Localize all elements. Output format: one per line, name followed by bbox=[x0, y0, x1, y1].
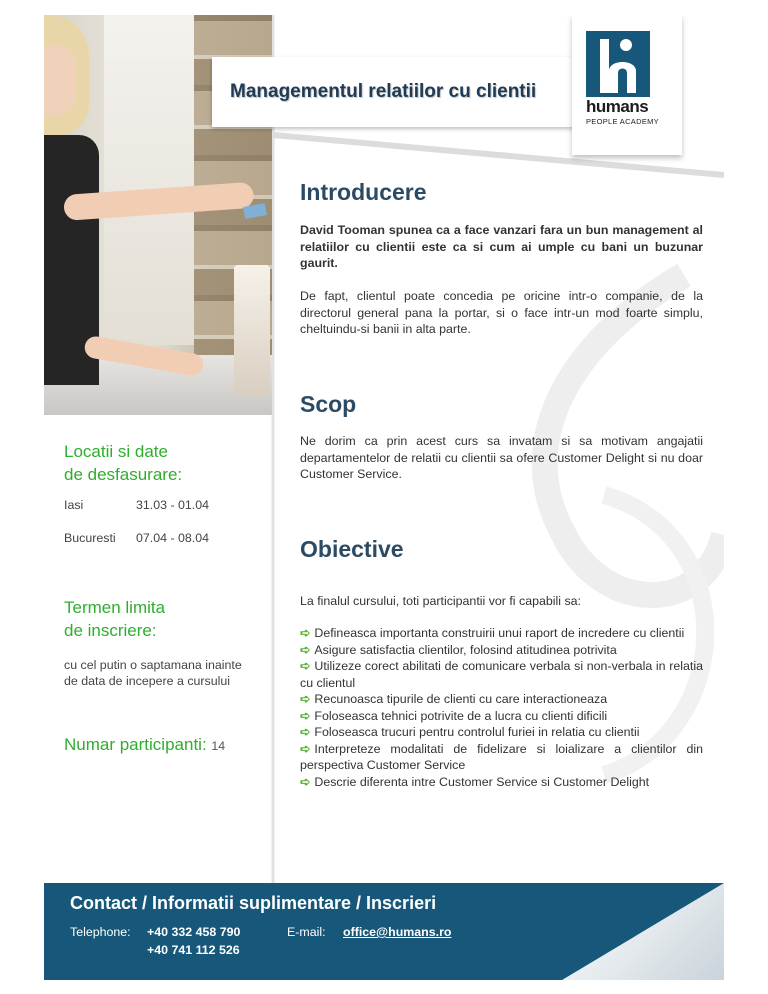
location-dates: 07.04 - 08.04 bbox=[136, 531, 210, 545]
list-item: ➪ Foloseasca tehnici potrivite de a lucra cu clienti dificili bbox=[300, 708, 608, 723]
course-flyer bbox=[44, 15, 724, 980]
arrow-icon: ➪ bbox=[300, 659, 311, 673]
objectives-heading: Obiective bbox=[300, 536, 404, 562]
list-item: ➪ Recunoasca tipurile de clienti cu care interactioneaza bbox=[300, 692, 608, 706]
arrow-icon: ➪ bbox=[300, 725, 311, 739]
list-item: ➪ Interpreteze modalitati de fidelizare si loializare a clientilor din perspectiva Customer Service bbox=[300, 741, 703, 772]
arrow-icon: ➪ bbox=[300, 692, 311, 706]
logo-subtitle: PEOPLE ACADEMY bbox=[586, 117, 659, 126]
deadline-heading: Termen limita de inscriere: bbox=[64, 598, 166, 640]
list-item: ➪ Descrie diferenta intre Customer Service si Customer Delight bbox=[300, 774, 650, 789]
phone-number-1[interactable]: +40 332 458 790 bbox=[147, 925, 241, 939]
phone-label: Telephone: bbox=[70, 925, 131, 939]
footer-decoration bbox=[544, 883, 724, 980]
email-label: E-mail: bbox=[287, 925, 326, 939]
list-item: ➪ Utilizeze corect abilitati de comunicare verbala si non-verbala in relatia cu clientul bbox=[300, 659, 703, 690]
logo-wordmark: humans bbox=[586, 97, 649, 116]
participants-label: Numar participanti: bbox=[64, 735, 207, 754]
objectives-list bbox=[300, 625, 703, 790]
intro-heading: Introducere bbox=[300, 179, 427, 205]
list-item: ➪ Defineasca importanta construirii unui raport de incredere cu clientii bbox=[300, 626, 685, 640]
arrow-icon: ➪ bbox=[300, 642, 311, 657]
page-title: Managementul relatiilor cu clientii bbox=[230, 81, 537, 102]
arrow-icon: ➪ bbox=[300, 741, 311, 756]
locations-heading: Locatii si date de desfasurare: bbox=[64, 442, 183, 484]
arrow-icon: ➪ bbox=[300, 708, 311, 723]
title-banner bbox=[212, 57, 582, 127]
intro-paragraph-1: David Tooman spunea ca a face vanzari fara un bun management al relatiilor cu clientii este ca si cum ai umple cu bani un buzunar gaurit. bbox=[300, 223, 703, 270]
list-item: ➪ Asigure satisfactia clientilor, folosind atitudinea potrivita bbox=[300, 642, 617, 657]
location-dates: 31.03 - 01.04 bbox=[136, 498, 210, 512]
logo bbox=[572, 15, 682, 155]
list-item: ➪ Foloseasca trucuri pentru controlul furiei in relatia cu clientii bbox=[300, 725, 640, 739]
location-row bbox=[64, 530, 209, 546]
intro-paragraph-2: De fapt, clientul poate concedia pe oricine intr-o companie, de la directorul general pana la portar, si o face intr-un mod foarte simplu, cheltuindu-si banii in alta parte. bbox=[300, 289, 703, 336]
humans-logo-icon bbox=[586, 31, 650, 97]
location-row bbox=[64, 497, 209, 513]
scope-paragraph: Ne dorim ca prin acest curs sa invatam si sa motivam angajatii departamentelor de relatii cu clientii sa ofere Customer Delight si nu doar Customer Service. bbox=[300, 434, 703, 481]
deadline-text: cu cel putin o saptamana inainte de data de incepere a cursului bbox=[64, 658, 242, 688]
participants-info bbox=[64, 733, 225, 758]
footer-title: Contact / Informatii suplimentare / Inscrieri bbox=[70, 893, 437, 913]
participants-count: 14 bbox=[211, 739, 226, 753]
arrow-icon: ➪ bbox=[300, 774, 311, 789]
phone-number-2[interactable]: +40 741 112 526 bbox=[147, 943, 240, 957]
location-city: Iasi bbox=[64, 498, 84, 512]
contact-footer bbox=[44, 883, 724, 980]
email-link[interactable]: office@humans.ro bbox=[343, 925, 452, 939]
location-city: Bucuresti bbox=[64, 531, 116, 545]
objectives-lead: La finalul cursului, toti participantii vor fi capabili sa: bbox=[300, 594, 581, 608]
arrow-icon: ➪ bbox=[300, 626, 311, 640]
scope-heading: Scop bbox=[300, 391, 357, 417]
